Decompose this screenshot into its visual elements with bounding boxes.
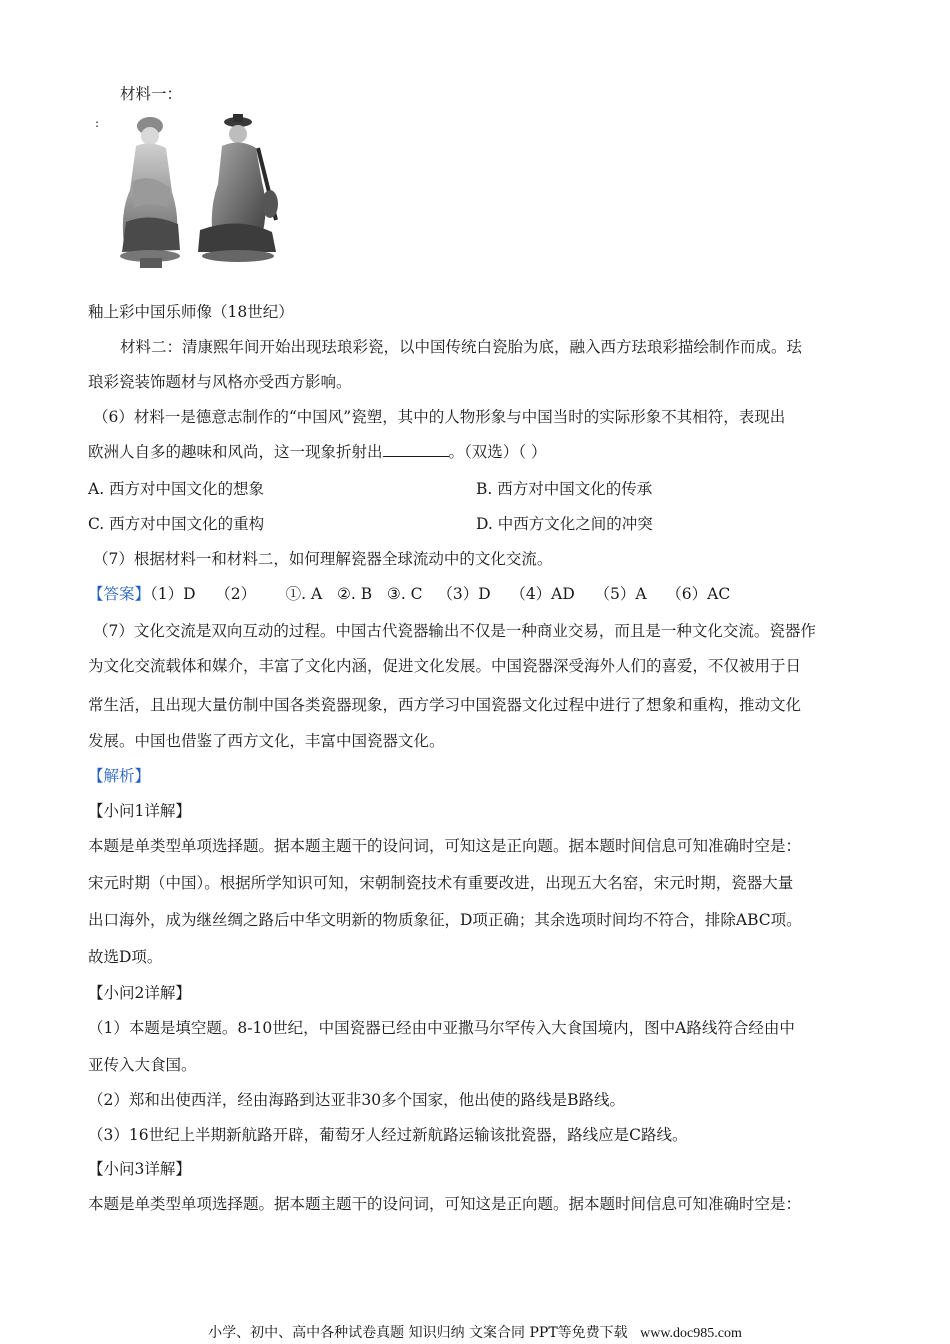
page-footer [0, 1324, 950, 1343]
footer-text: 小学、初中、高中各种试卷真题 知识归纳 文案合同 PPT等免费下载 [208, 1325, 628, 1341]
sub3-heading: 【小问3详解】 [88, 1160, 191, 1178]
option-b: B. 西方对中国文化的传承 [476, 480, 653, 498]
question6-line1: （6）材料一是德意志制作的“中国风”瓷塑，其中的人物形象与中国当时的实际形象不其相符，表现出 [93, 408, 786, 426]
musician-figure-left [120, 117, 180, 268]
question6-line2-pre: 欧洲人自多的趣味和风尚，这一现象折射出 [88, 443, 383, 461]
porcelain-figures-image [110, 112, 310, 292]
sub2-line4: （3）16世纪上半期新航路开辟，葡萄牙人经过新航路运输该批瓷器，路线应是C路线。 [88, 1126, 688, 1144]
question6-line2 [88, 442, 546, 462]
stray-mark: : [95, 116, 100, 130]
sub2-line1: （1）本题是填空题。8-10世纪，中国瓷器已经由中亚撒马尔罕传入大食国境内，图中A路线符合经由中 [88, 1019, 795, 1037]
answer7-line1: （7）文化交流是双向互动的过程。中国古代瓷器输出不仅是一种商业交易，而且是一种文化交流。瓷器作 [93, 622, 816, 640]
option-a: A. 西方对中国文化的想象 [88, 480, 265, 498]
analysis-label: 【解析】 [88, 767, 151, 785]
answer-line [88, 584, 730, 604]
material1-label: 材料一： [120, 85, 183, 103]
sub1-line1: 本题是单类型单项选择题。据本题主题干的设问词，可知这是正向题。据本题时间信息可知准确时空是： [88, 837, 802, 855]
sub2-heading: 【小问2详解】 [88, 984, 191, 1002]
answer7-line4: 发展。中国也借鉴了西方文化，丰富中国瓷器文化。 [88, 732, 445, 750]
footer-link[interactable]: www.doc985.com [640, 1326, 742, 1341]
material2-line2: 琅彩瓷装饰题材与风格亦受西方影响。 [88, 373, 352, 391]
fill-blank [383, 442, 449, 457]
answer-text: （1）D （2） ①. A ②. B ③. C （3）D （4）AD （5）A （6）AC [150, 585, 731, 603]
musician-figure-right [198, 114, 278, 262]
answer7-line2: 为文化交流载体和媒介，丰富了文化内涵，促进文化发展。中国瓷器深受海外人们的喜爱，不仅被用于日 [88, 657, 802, 675]
sub1-line4: 故选D项。 [88, 948, 163, 966]
sub3-line1: 本题是单类型单项选择题。据本题主题干的设问词，可知这是正向题。据本题时间信息可知准确时空是： [88, 1195, 802, 1213]
figure-caption: 釉上彩中国乐师像（18世纪） [88, 303, 294, 321]
answer-label: 【答案】 [88, 585, 151, 603]
sub2-line2: 亚传入大食国。 [88, 1056, 197, 1074]
option-c: C. 西方对中国文化的重构 [88, 515, 265, 533]
answer7-line3: 常生活，且出现大量仿制中国各类瓷器现象，西方学习中国瓷器文化过程中进行了想象和重构，推动文化 [88, 696, 802, 714]
option-d: D. 中西方文化之间的冲突 [476, 515, 653, 533]
question7: （7）根据材料一和材料二，如何理解瓷器全球流动中的文化交流。 [93, 550, 553, 568]
sub1-line2: 宋元时期（中国）。根据所学知识可知，宋朝制瓷技术有重要改进，出现五大名窑，宋元时期，瓷器大量 [88, 874, 794, 892]
material2-line1: 材料二：清康熙年间开始出现珐琅彩瓷，以中国传统白瓷胎为底，融入西方珐琅彩描绘制作而成。珐 [120, 338, 803, 356]
sub1-line3: 出口海外，成为继丝绸之路后中华文明新的物质象征，D项正确；其余选项时间均不符合，排除ABC项。 [88, 911, 802, 929]
question6-line2-post: 。（双选）（ ） [448, 443, 547, 461]
sub2-line3: （2）郑和出使西洋，经由海路到达亚非30多个国家，他出使的路线是B路线。 [88, 1091, 625, 1109]
sub1-heading: 【小问1详解】 [88, 802, 191, 820]
